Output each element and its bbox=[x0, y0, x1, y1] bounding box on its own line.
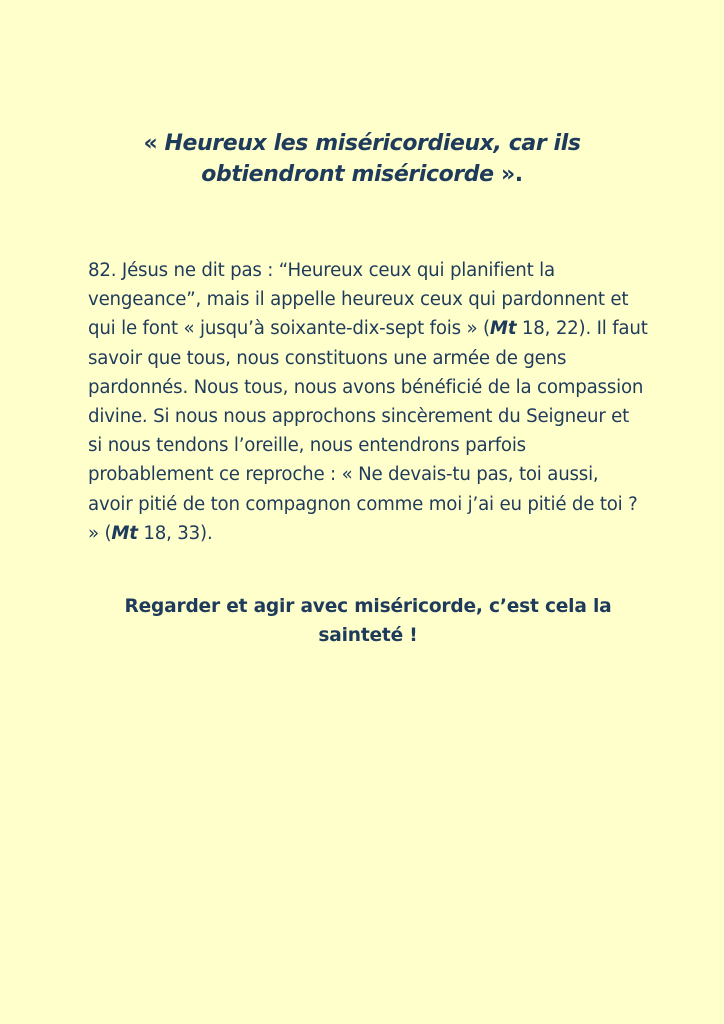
title-close-quote: ». bbox=[500, 162, 523, 187]
paragraph-82 bbox=[88, 256, 648, 548]
title-beatitude-text: Heureux les miséricordieux, car ils obtiendront miséricorde bbox=[164, 131, 581, 187]
paragraph-text-part-3: 18, 33). bbox=[137, 522, 213, 544]
paragraph-text-part-1: 82. Jésus ne dit pas : “Heureux ceux qui planifient la vengeance”, mais il appelle heureux ceux qui pardonnent et qui le font « jusqu’à soixante-dix-sept fois » ( bbox=[88, 260, 629, 340]
paragraph-text-part-2: 18, 22). Il faut savoir que tous, nous constituons une armée de gens pardonnés. Nous tous, nous avons bénéficié de la compassion divine. Si nous nous approchons sincèrement du Seigneur et si nous tendons l’oreille, nous entendrons parfois probablement ce reproche : « Ne devais-tu pas, toi aussi, avoir pitié de ton compagnon comme moi j’ai eu pitié de toi ? » ( bbox=[88, 318, 648, 544]
beatitude-title bbox=[120, 128, 604, 190]
scripture-ref-2-book: Mt bbox=[111, 522, 138, 544]
conclusion-text: Regarder et agir avec miséricorde, c’est cela la sainteté ! bbox=[124, 596, 612, 646]
scripture-ref-1-book: Mt bbox=[489, 318, 517, 340]
title-open-quote: « bbox=[143, 131, 158, 156]
